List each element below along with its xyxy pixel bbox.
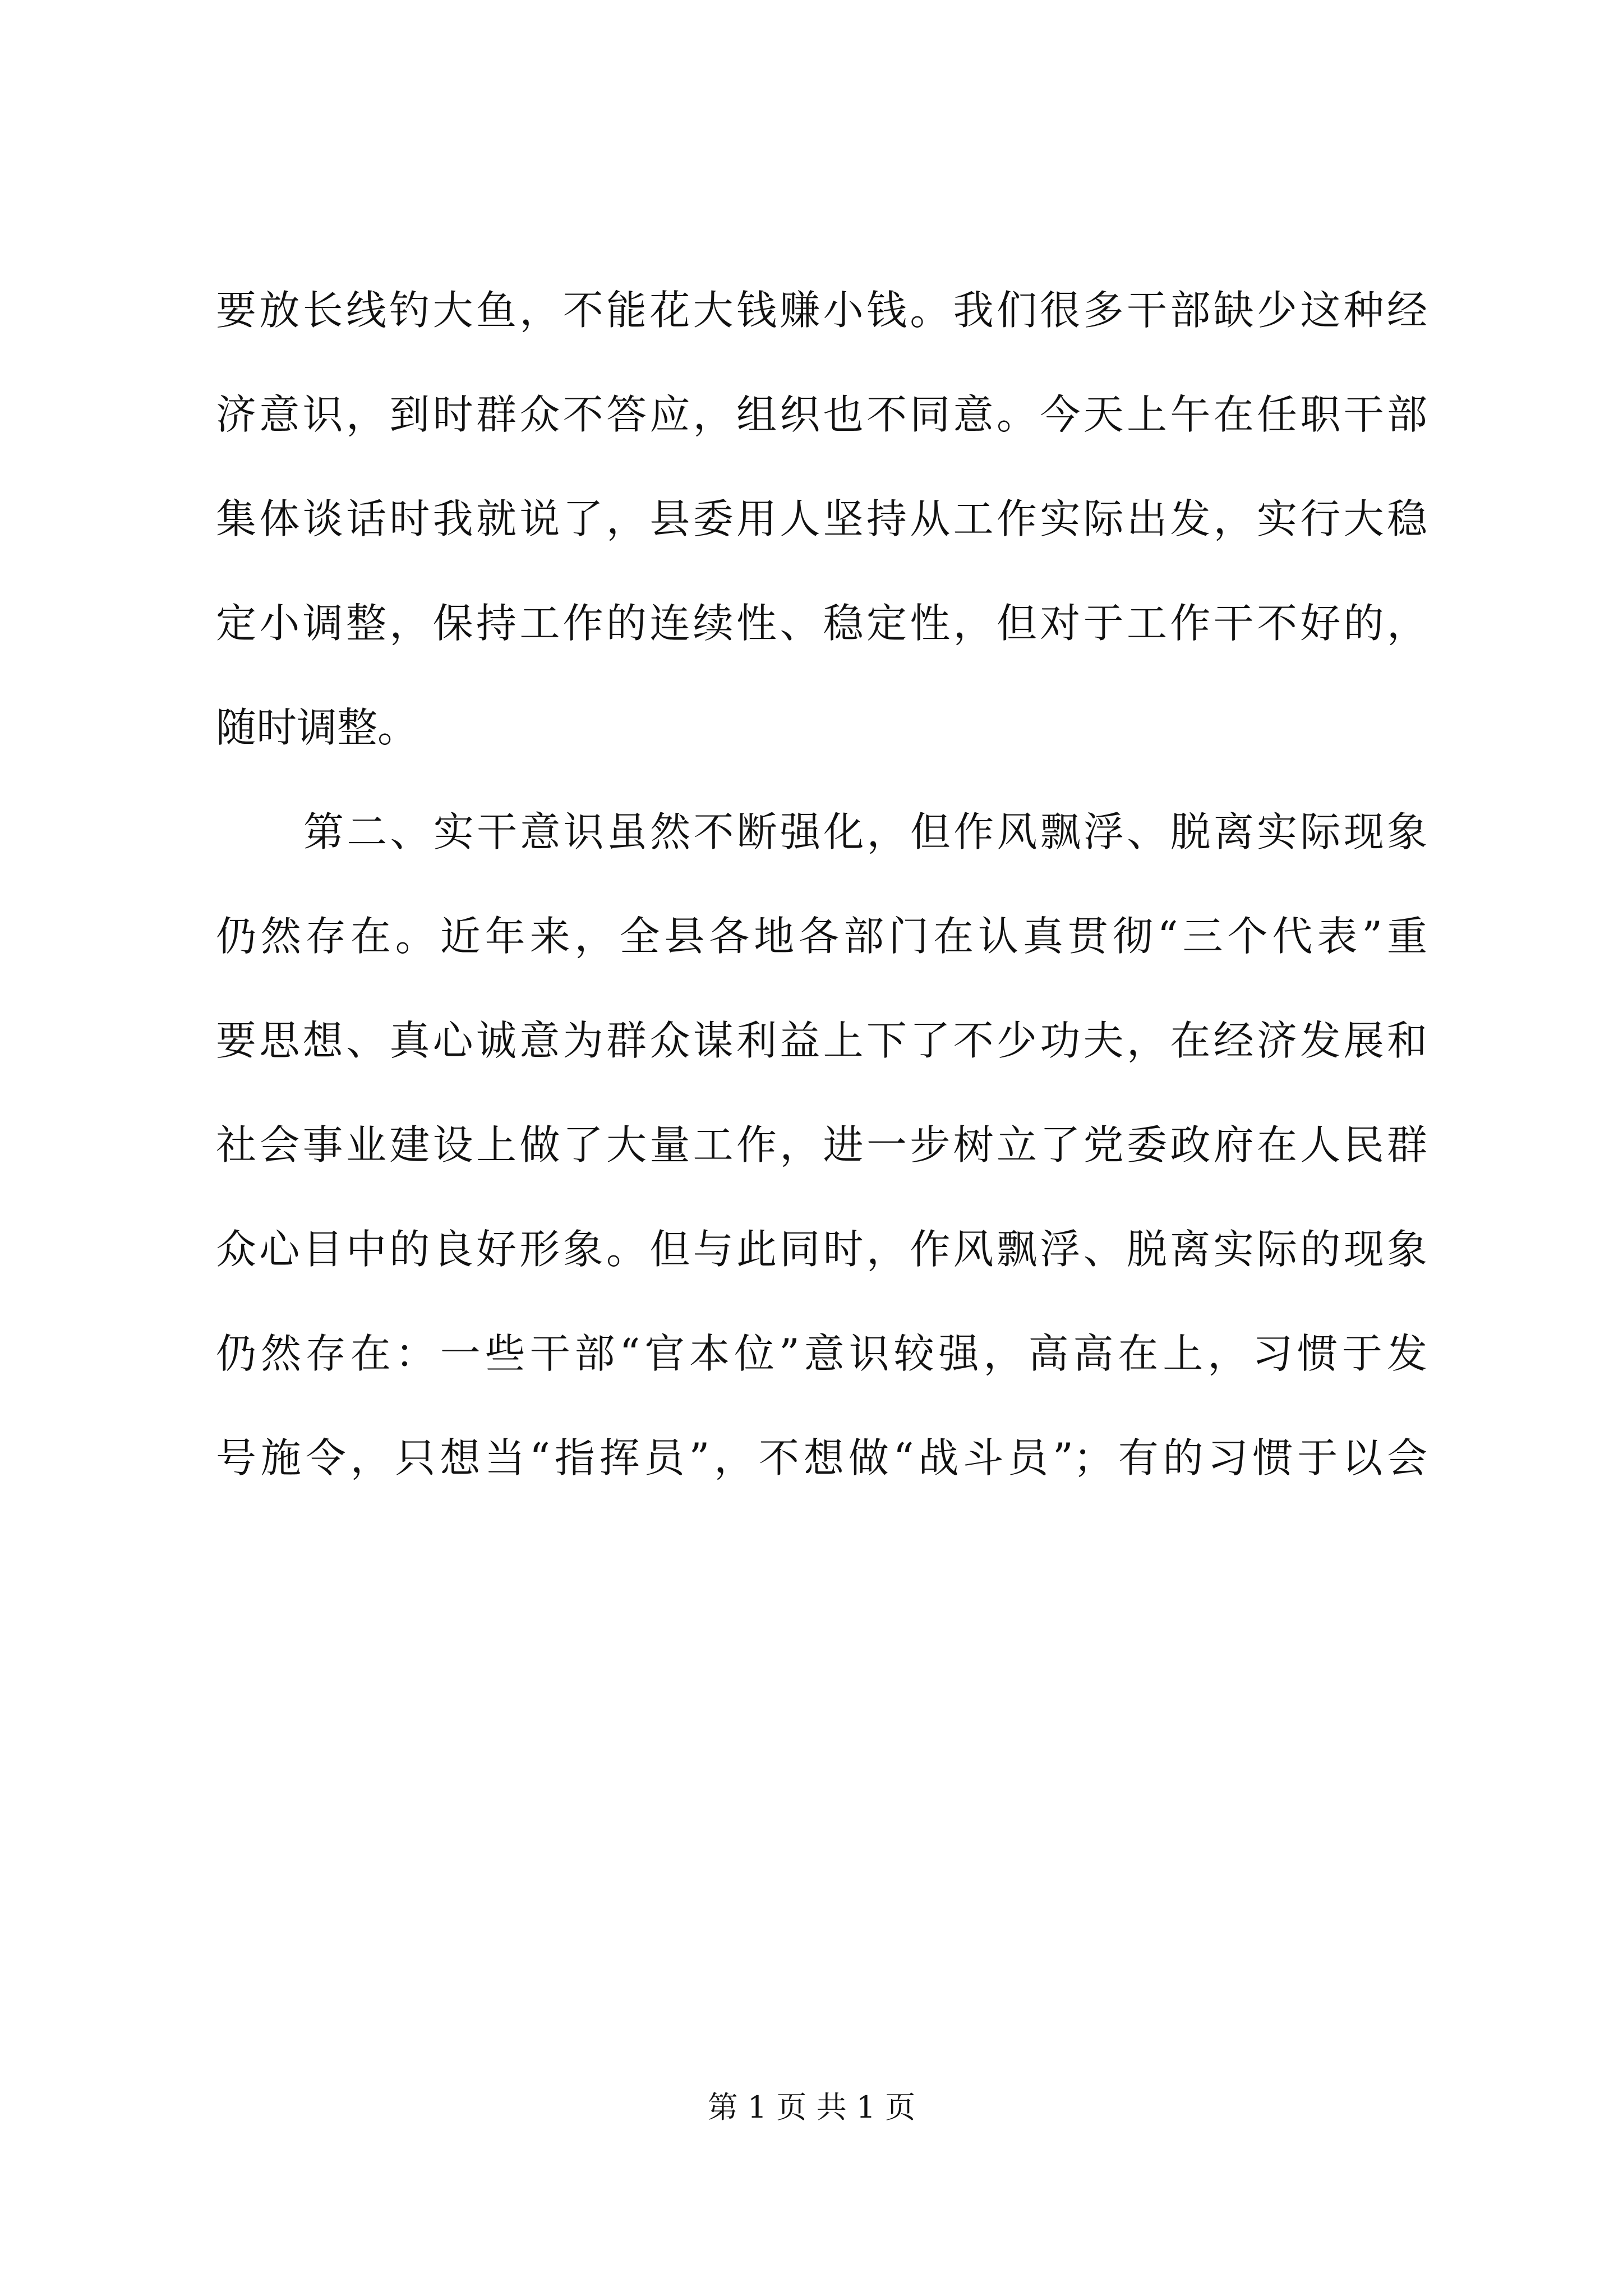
body-line-4: 定小调整，保持工作的连续性、稳定性，但对于工作干不好的， xyxy=(216,600,1427,647)
body-line-2: 济意识，到时群众不答应，组织也不同意。今天上午在任职干部 xyxy=(216,391,1427,438)
body-line-5: 随时调整。 xyxy=(216,704,418,751)
page-footer: 第 1 页 共 1 页 xyxy=(707,2090,916,2125)
body-line-1: 要放长线钓大鱼，不能花大钱赚小钱。我们很多干部缺少这种经 xyxy=(216,287,1427,334)
body-line-9: 社会事业建设上做了大量工作，进一步树立了党委政府在人民群 xyxy=(216,1121,1427,1168)
body-line-6: 第二、实干意识虽然不断强化，但作风飘浮、脱离实际现象 xyxy=(303,808,1427,855)
body-line-12: 号施令，只想当“指挥员”，不想做“战斗员”；有的习惯于以会 xyxy=(216,1434,1427,1481)
body-line-8: 要思想、真心诚意为群众谋利益上下了不少功夫，在经济发展和 xyxy=(216,1017,1427,1064)
body-line-11: 仍然存在：一些干部“官本位”意识较强，高高在上，习惯于发 xyxy=(216,1330,1427,1377)
body-line-3: 集体谈话时我就说了，县委用人坚持从工作实际出发，实行大稳 xyxy=(216,495,1427,542)
body-line-10: 众心目中的良好形象。但与此同时，作风飘浮、脱离实际的现象 xyxy=(216,1226,1427,1273)
document-body xyxy=(216,258,1427,1510)
body-line-7: 仍然存在。近年来，全县各地各部门在认真贯彻“三个代表”重 xyxy=(216,913,1427,960)
